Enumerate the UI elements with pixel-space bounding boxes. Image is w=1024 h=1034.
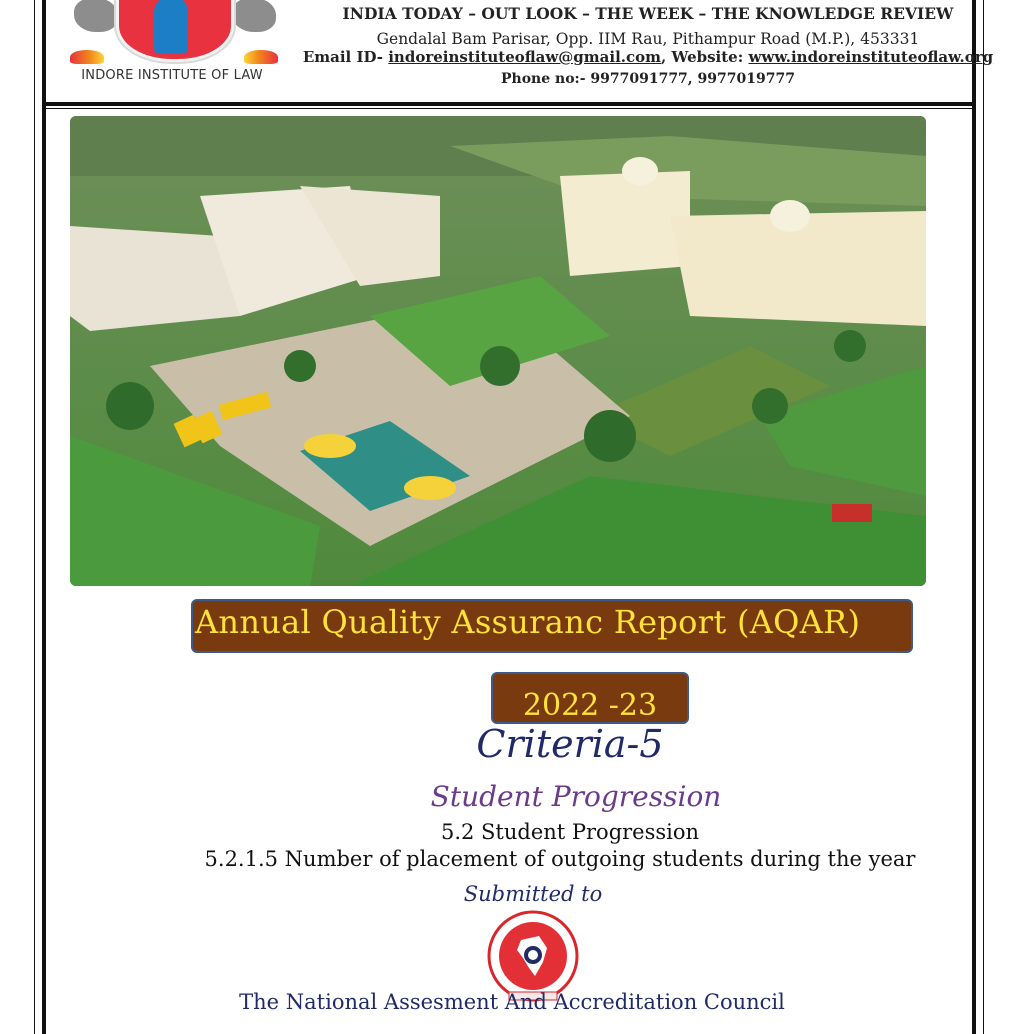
phone-line: Phone no:- 9977091777, 9977019777: [501, 71, 795, 87]
flame-icon-left: [70, 50, 104, 64]
website-label: , Website:: [661, 48, 744, 66]
submitted-to-label: Submitted to: [463, 882, 603, 906]
criteria-subtitle: Student Progression: [430, 780, 722, 813]
campus-aerial-photo: [70, 116, 926, 586]
header-divider: [46, 102, 972, 106]
rankings-line: INDIA TODAY – OUT LOOK – THE WEEK – THE KNOWLEDGE REVIEW: [342, 4, 954, 23]
report-year: 2022 -23: [522, 688, 658, 723]
email-link[interactable]: indoreinstituteoflaw@gmail.com: [388, 48, 662, 66]
logo-text: INDORE INSTITUTE OF LAW: [81, 68, 263, 83]
institute-logo: [66, 0, 278, 92]
page-frame-inner-line: [983, 0, 984, 1034]
logo-wing-right: [232, 0, 276, 32]
email-label: Email ID-: [302, 48, 383, 66]
website-link[interactable]: www.indoreinstituteoflaw.org: [748, 48, 994, 66]
contact-line: [296, 48, 1000, 66]
report-year-box: [491, 672, 689, 724]
report-title: Annual Quality Assuranc Report (AQAR): [195, 603, 861, 641]
lady-justice-icon: [154, 0, 188, 54]
report-title-banner: [191, 599, 913, 653]
flame-icon-right: [244, 50, 278, 64]
naac-council-name: The National Assesment And Accreditation Council: [239, 990, 785, 1014]
address-line: Gendalal Bam Parisar, Opp. IIM Rau, Pithampur Road (M.P.), 453331: [376, 30, 920, 48]
logo-wing-left: [74, 0, 118, 32]
naac-seal-icon: [487, 910, 579, 1002]
section-number: 5.2 Student Progression: [440, 820, 700, 844]
header-divider-thin: [46, 108, 972, 109]
metric-description: 5.2.1.5 Number of placement of outgoing students during the year: [204, 847, 916, 871]
criteria-heading: Criteria-5: [476, 722, 664, 766]
